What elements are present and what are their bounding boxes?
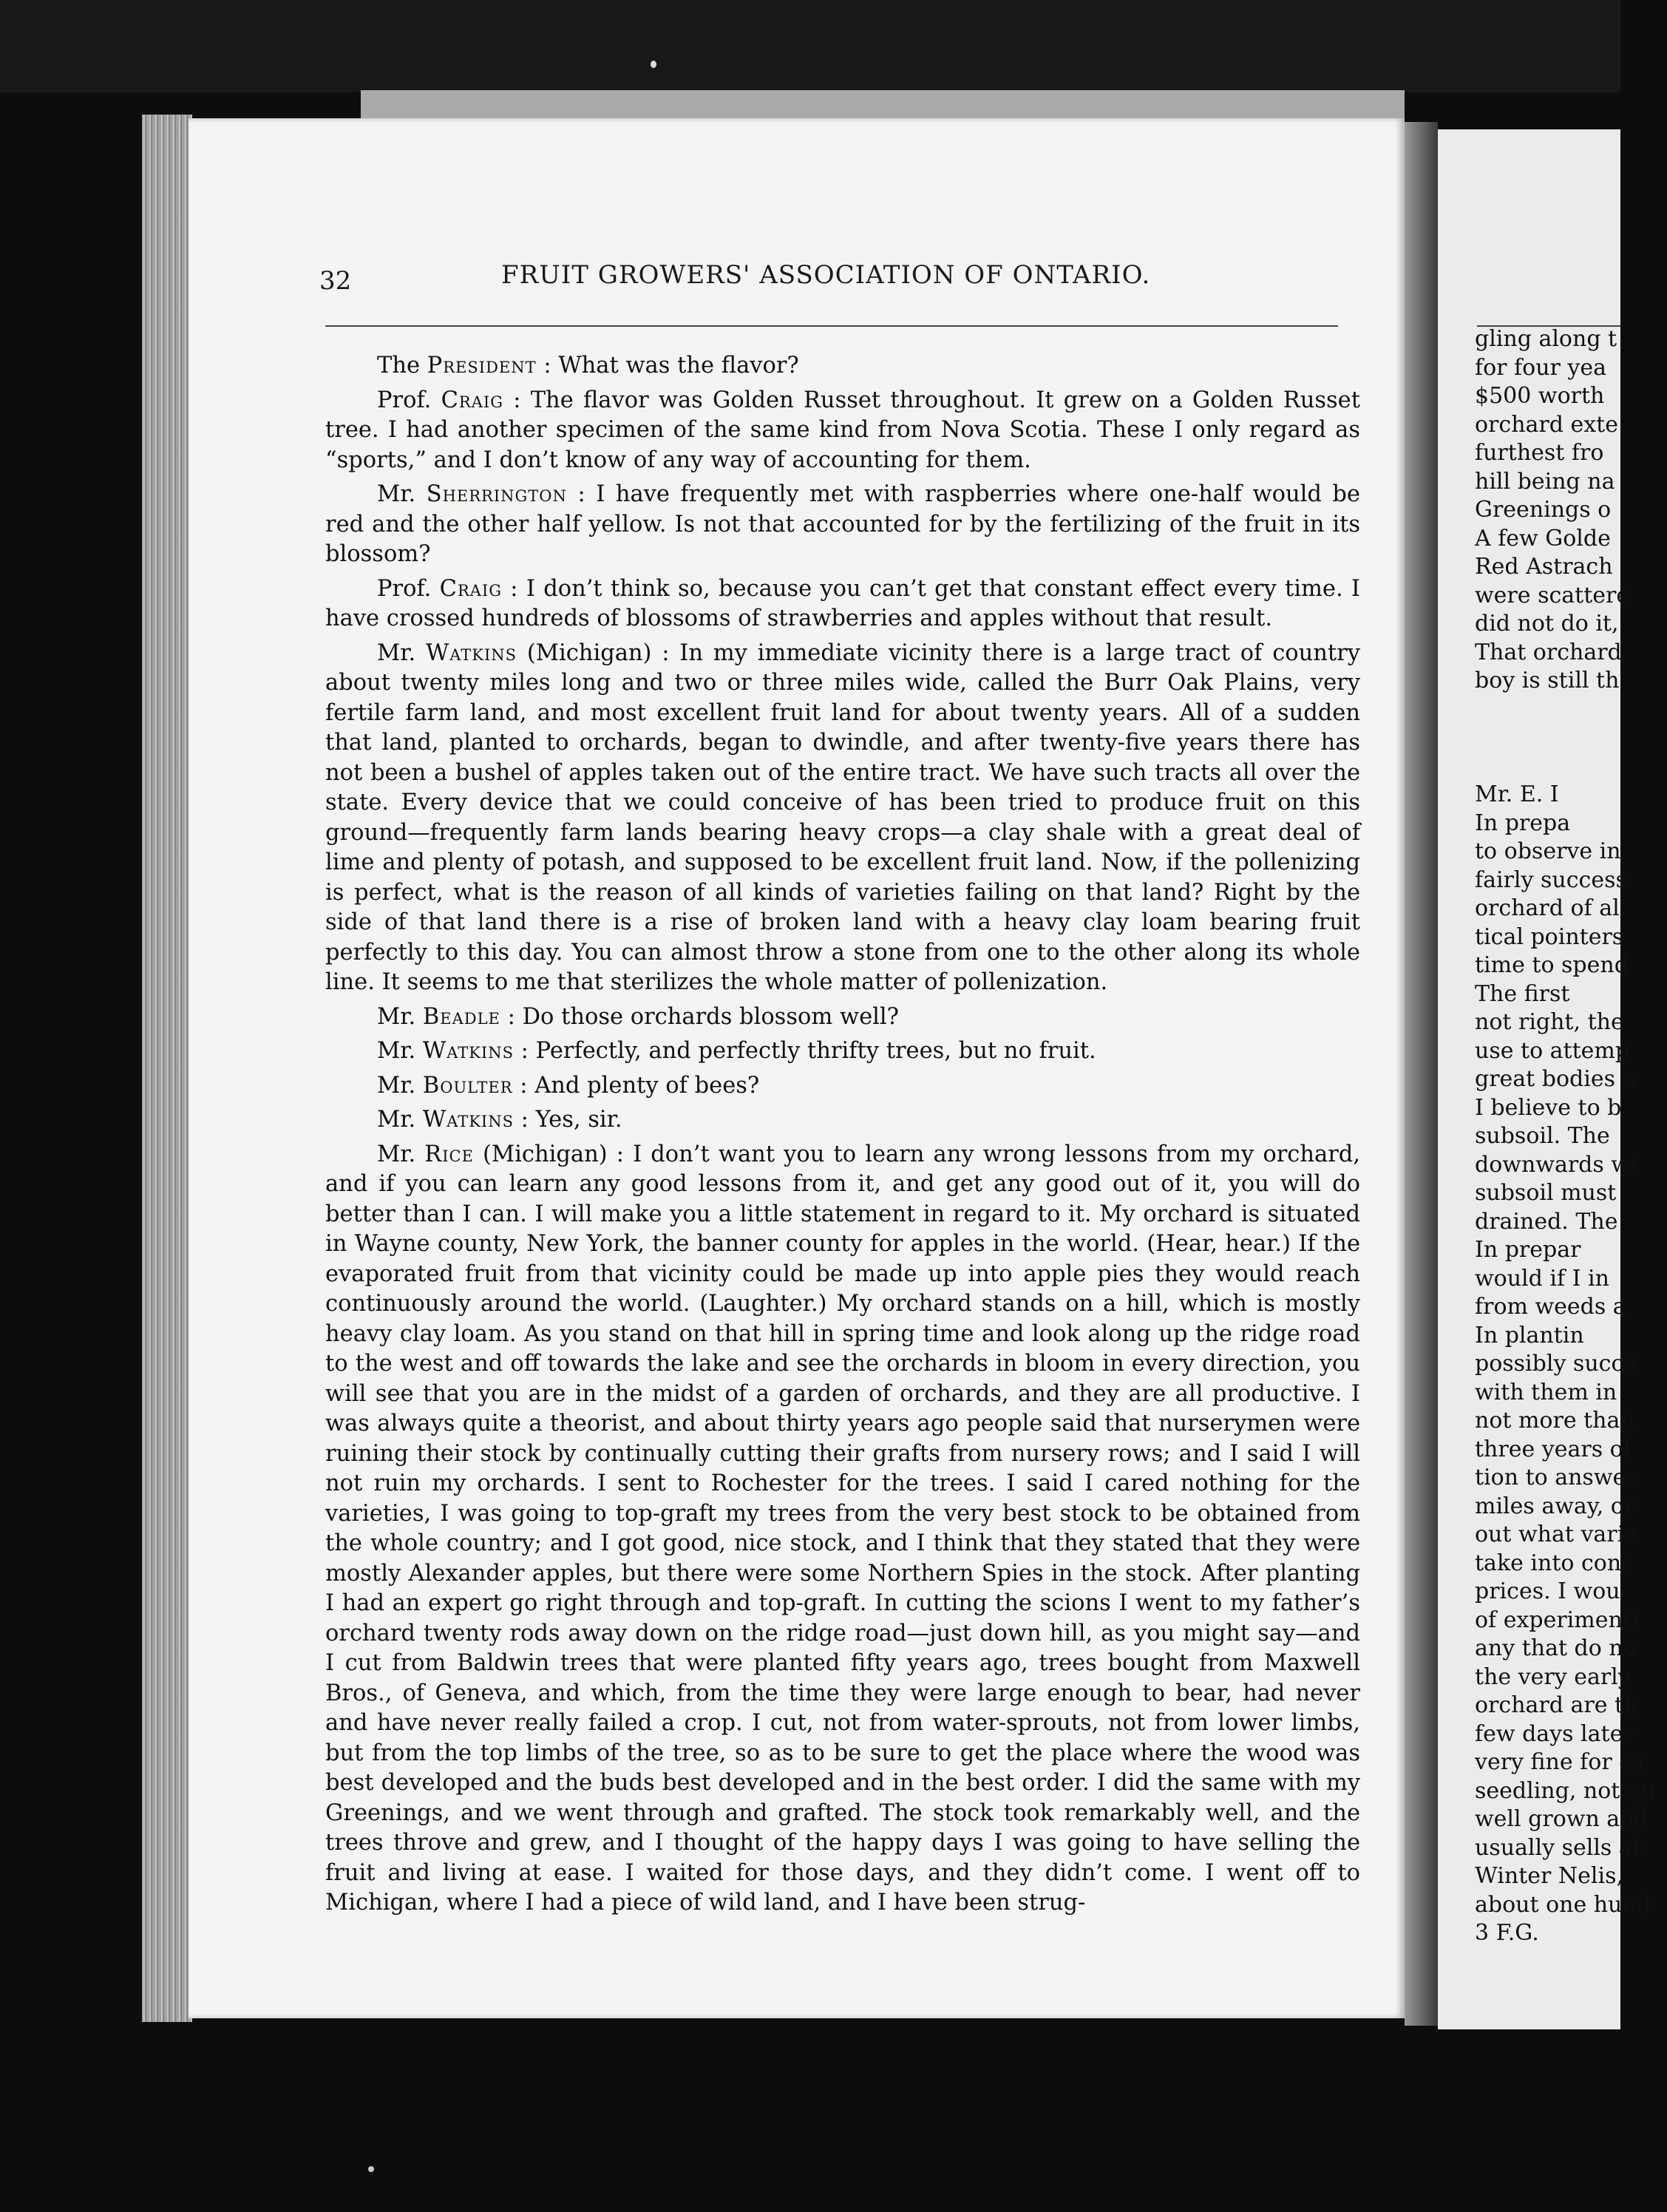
- paragraph: Mr. Sherrington : I have frequently met with raspberries where one-half would be red and the other half yellow. Is not that accounted for by the fertilizing of the fruit in its blossom?: [325, 481, 1360, 567]
- speaker-title: Mr.: [377, 481, 427, 507]
- right-page-line: Red Astrach: [1475, 554, 1613, 580]
- right-page-line: great bodies o: [1475, 1066, 1636, 1092]
- right-page-line: boy is still th: [1475, 668, 1620, 693]
- right-page-line: usually sells at: [1475, 1834, 1641, 1861]
- right-page-line: three years ol: [1475, 1436, 1631, 1462]
- right-page-line: for four yea: [1475, 354, 1606, 381]
- speaker-title: Mr.: [377, 1072, 423, 1099]
- speaker-name: Watkins: [422, 1038, 514, 1064]
- speaker-title: Prof.: [377, 575, 440, 602]
- header-rule: [325, 325, 1338, 327]
- right-page-line: miles away, or: [1475, 1493, 1635, 1519]
- right-page-line: well grown and: [1475, 1806, 1649, 1832]
- speaker-name: Beadle: [422, 1003, 500, 1030]
- speaker-title: Mr.: [377, 1107, 423, 1133]
- speaker-title: Mr.: [377, 1038, 423, 1064]
- paragraph-text: Yes, sir.: [528, 1107, 622, 1133]
- speaker-title: Mr.: [377, 1003, 423, 1030]
- speaker-name: Sherrington: [426, 481, 567, 507]
- speaker-name: Watkins: [425, 639, 517, 666]
- right-page-line: I believe to b: [1475, 1094, 1622, 1121]
- right-page-line: gling along t: [1475, 326, 1617, 352]
- page-header: [319, 260, 1348, 297]
- paragraph: Mr. Beadle : Do those orchards blossom well?: [377, 1003, 899, 1030]
- right-page-line: [1475, 753, 1667, 781]
- right-page-line: tical pointers: [1475, 923, 1624, 950]
- paragraph: Mr. Rice (Michigan) : I don’t want you to learn any wrong lessons from my orchard, and if you can learn any good lessons from it, and get any good out of it, you will do better than I can. I will make you a little statement in regard to it. My orchard is situated in Wayne county, New York, the banner county for apples in the world. (Hear, hear.) If the evaporated fruit from that vicinity could be made up into apple pies they would reach continuously around the world. (Laughter.) My orchard stands on a hill, which is mostly heavy clay loam. As you stand on that hill in spring time and look along up the ridge road to the west and off towards the lake and see the orchards in bloom in every direction, you will see that you are in the midst of a garden of orchards, and they are all productive. I was always quite a theorist, and about thirty years ago people said that nurserymen were ruining their stock by continually cutting their grafts from nursery rows; and I said I will not ruin my orchards. I sent to Rochester for the trees. I said I cared nothing for the varieties, I was going to top-graft my trees from the very best stock to be obtained from the whole country; and I got good, nice stock, and I think that they stated that they were mostly Alexander apples, but there were some Northern Spies in the stock. After planting I had an expert go right through and top-graft. In cutting the scions I went to my father’s orchard twenty rods away down on the ridge road—just down hill, as you might say—and I cut from Baldwin trees that were planted fifty years ago, trees bought from Maxwell Bros., of Geneva, and which, from the time they were large enough to bear, had never and have never really failed a crop. I cut, not from water-sprouts, not from lower limbs, but from the top limbs of the tree, so as to be sure to get the place where the wood was best developed and the buds best developed and in the best order. I did the same with my Greenings, and we went through and grafted. The stock took remarkably well, and the trees throve and grew, and I thought of the happy days I was going to have selling the fruit and living at ease. I waited for those days, and they didn’t come. I went off to Michigan, where I had a piece of wild land, and I have been strug-: [325, 1141, 1360, 1916]
- right-page-line: take into cons: [1475, 1550, 1633, 1576]
- right-page-line: orchard of al: [1475, 895, 1620, 921]
- right-page-line: would if I in: [1475, 1265, 1609, 1292]
- paragraph: Prof. Craig : The flavor was Golden Russet throughout. It grew on a Golden Russet tree. I had another specimen of the same kind from Nova Scotia. These I only regard as “sports,” and I don’t know of any way of accounting for them.: [325, 387, 1360, 473]
- right-page-line: furthest fro: [1475, 440, 1604, 466]
- right-page-line: out what varie: [1475, 1521, 1637, 1547]
- right-page-line: of experimenti: [1475, 1607, 1639, 1633]
- paragraph-text: Do those orchards blossom well?: [515, 1003, 899, 1030]
- right-page-line: did not do it,: [1475, 611, 1619, 637]
- right-page-line: In prepar: [1475, 1237, 1581, 1263]
- right-page-line: subsoil. The: [1475, 1123, 1610, 1149]
- right-page-line: drained. The: [1475, 1208, 1618, 1235]
- right-page-line: any that do no: [1475, 1635, 1637, 1661]
- right-page-line: from weeds a: [1475, 1294, 1626, 1320]
- paragraph-text: Perfectly, and perfectly thrifty trees, but no fruit.: [528, 1038, 1096, 1064]
- right-page-line: $500 worth: [1475, 383, 1605, 409]
- speaker-title: The: [377, 353, 427, 379]
- paragraph-text: In my immediate vicinity there is a large tract of country about twenty miles long and two or three miles wide, called the Burr Oak Plains, very fertile farm land, and most excellent fruit land for about twenty years. All of a sudden that land, planted to orchards, began to dwindle, and after twenty-five years there has not been a bushel of apples taken out of the entire tract. We have such tracts all over the state. Every device that we could conceive of has been tried to produce fruit on this ground—frequently farm lands bearing heavy crops—a clay shale with a great deal of lime and plenty of potash, and supposed to be excellent fruit land. Now, if the pollenizing is perfect, what is the reason of all kinds of varieties failing on that land? Right by the side of that land there is a rise of broken land with a heavy clay loam bearing fruit perfectly to this day. You can almost throw a stone from one to the other along its whole line. It seems to me that sterilizes the whole matter of pollenization.: [325, 639, 1360, 995]
- right-page-line: orchard exte: [1475, 411, 1618, 438]
- paragraph-text: What was the flavor?: [551, 353, 799, 379]
- speaker-title: Mr.: [377, 1141, 425, 1167]
- speaker-name: President: [427, 353, 537, 379]
- speaker-name: Watkins: [422, 1107, 514, 1133]
- right-page-line: In plantin: [1475, 1322, 1584, 1348]
- right-page-line: The first: [1475, 980, 1570, 1007]
- paragraph: Mr. Watkins : Perfectly, and perfectly thrifty trees, but no fruit.: [377, 1038, 1096, 1064]
- right-page-line: Mr. E. I: [1475, 781, 1559, 807]
- paragraph: Mr. Boulter : And plenty of bees?: [377, 1072, 760, 1099]
- paragraph: Mr. Watkins : Yes, sir.: [377, 1107, 622, 1133]
- running-title: FRUIT GROWERS' ASSOCIATION OF ONTARIO.: [501, 260, 1151, 290]
- right-page-line: 3 F.G.: [1475, 1920, 1539, 1946]
- right-page-line: very fine for ca: [1475, 1749, 1645, 1775]
- speaker-title: Mr.: [377, 639, 426, 666]
- right-page-line: Greenings o: [1475, 497, 1612, 523]
- right-page-line: time to spend: [1475, 952, 1629, 978]
- right-page-line: A few Golde: [1475, 525, 1611, 552]
- right-page-line: [1475, 724, 1667, 753]
- body-text: [325, 351, 1360, 1923]
- paragraph-text: The flavor was Golden Russet throughout. It grew on a Golden Russet tree. I had another specimen of the same kind from Nova Scotia. These I only regard as “sports,” and I don’t know of any way of accounting for them.: [325, 387, 1360, 473]
- speaker-name: Craig: [439, 575, 503, 602]
- speaker-name: Rice: [424, 1141, 474, 1167]
- right-page-line: tion to answer: [1475, 1465, 1637, 1490]
- paragraph-text: I have frequently met with raspberries where one-half would be red and the other half yellow. Is not that accounted for by the fertilizing of the fruit in its blossom?: [325, 481, 1360, 567]
- right-page-line: That orchard: [1475, 639, 1622, 665]
- right-page-line: with them in: [1475, 1379, 1617, 1405]
- right-page-line: use to attemp: [1475, 1037, 1630, 1064]
- right-page-line: seedling, not qu: [1475, 1777, 1656, 1804]
- paragraph: Mr. Watkins (Michigan) : In my immediate vicinity there is a large tract of country about twenty miles long and two or three miles wide, called the Burr Oak Plains, very fertile farm land, and most excellent fruit land for about twenty years. All of a sudden that land, planted to orchards, began to dwindle, and after twenty-five years there has not been a bushel of apples taken out of the entire tract. We have such tracts all over the state. Every device that we could conceive of has been tried to produce fruit on this ground—frequently farm lands bearing heavy crops—a clay shale with a great deal of lime and plenty of potash, and supposed to be excellent fruit land. Now, if the pollenizing is perfect, what is the reason of all kinds of varieties failing on that land? Right by the side of that land there is a rise of broken land with a heavy clay loam bearing fruit perfectly to this day. You can almost throw a stone from one to the other along its whole line. It seems to me that sterilizes the whole matter of pollenization.: [325, 639, 1360, 995]
- paragraph: Prof. Craig : I don’t think so, because you can’t get that constant effect every time. I have crossed hundreds of blossoms of strawberries and apples without that result.: [325, 575, 1360, 631]
- right-page-line: downwards wi: [1475, 1151, 1637, 1178]
- right-page-line: possibly succe: [1475, 1351, 1637, 1377]
- speaker-affiliation: (Michigan): [517, 639, 652, 666]
- book-gutter: [1405, 122, 1438, 2026]
- speaker-affiliation: (Michigan): [473, 1141, 608, 1167]
- right-page-line: were scattere: [1475, 582, 1630, 608]
- paragraph-text: I don’t want you to learn any wrong lessons from my orchard, and if you can learn any good lessons from it, and get any good out of it, you will do better than I can. I will make you a little statement in regard to it. My orchard is situated in Wayne county, New York, the banner county for apples in the world. (Hear, hear.) If the evaporated fruit from that vicinity could be made up into apple pies they would reach continuously around the world. (Laughter.) My orchard stands on a hill, which is mostly heavy clay loam. As you stand on that hill in spring time and look along up the ridge road to the west and off towards the lake and see the orchards in bloom in every direction, you will see that you are in the midst of a garden of orchards, and they are all productive. I was always quite a theorist, and about thirty years ago people said that nurserymen were ruining their stock by continually cutting their grafts from nursery rows; and I said I will not ruin my orchards. I sent to Rochester for the trees. I said I cared nothing for the varieties, I was going to top-graft my trees from the very best stock to be obtained from the whole country; and I got good, nice stock, and I think that they stated that they were mostly Alexander apples, but there were some Northern Spies in the stock. After planting I had an expert go right through and top-graft. In cutting the scions I went to my father’s orchard twenty rods away down on the ridge road—just down hill, as you might say—and I cut from Baldwin trees that were planted fifty years ago, trees bought from Maxwell Bros., of Geneva, and which, from the time they were large enough to bear, had never and have never really failed a crop. I cut, not from water-sprouts, not from lower limbs, but from the top limbs of the tree, so as to be sure to get the place where the wood was best developed and the buds best developed and in the best order. I did the same with my Greenings, and we went through and grafted. The stock took remarkably well, and the trees throve and grew, and I thought of the happy days I was going to have selling the fruit and living at ease. I waited for those days, and they didn’t come. I went off to Michigan, where I had a piece of wild land, and I have been strug-: [325, 1141, 1360, 1916]
- right-page-line: the very early: [1475, 1663, 1631, 1690]
- right-page-line: In prepa: [1475, 810, 1571, 836]
- speaker-title: Prof.: [377, 387, 441, 413]
- scan-background-top: [0, 0, 1620, 92]
- right-page-line: Winter Nelis,: [1475, 1863, 1624, 1889]
- paragraph-text: And plenty of bees?: [527, 1072, 760, 1099]
- right-page-text: [1475, 325, 1667, 1948]
- scan-background-bottom: [0, 2029, 1620, 2212]
- speaker-name: Boulter: [422, 1072, 513, 1099]
- paragraph-text: I don’t think so, because you can’t get that constant effect every time. I have crossed hundreds of blossoms of strawberries and apples without that result.: [325, 575, 1360, 631]
- right-page-line: [1475, 696, 1667, 725]
- right-page-line: not more than: [1475, 1408, 1634, 1434]
- right-page-line: not right, the: [1475, 1009, 1624, 1035]
- right-page-line: about one hund: [1475, 1891, 1651, 1918]
- speaker-name: Craig: [441, 387, 503, 413]
- right-page-line: few days later: [1475, 1720, 1634, 1747]
- dust-speck: [651, 61, 656, 68]
- paragraph: The President : What was the flavor?: [377, 353, 799, 379]
- page-number: 32: [319, 266, 352, 296]
- page-stack-edges: [142, 115, 192, 2022]
- right-page-line: subsoil must: [1475, 1180, 1617, 1206]
- right-page-line: to observe in: [1475, 838, 1621, 864]
- right-page-line: prices. I wou: [1475, 1578, 1620, 1604]
- right-page-line: fairly success: [1475, 866, 1627, 893]
- right-page-line: orchard are th: [1475, 1692, 1638, 1718]
- dust-speck: [368, 2166, 374, 2172]
- right-page-line: hill being na: [1475, 468, 1615, 495]
